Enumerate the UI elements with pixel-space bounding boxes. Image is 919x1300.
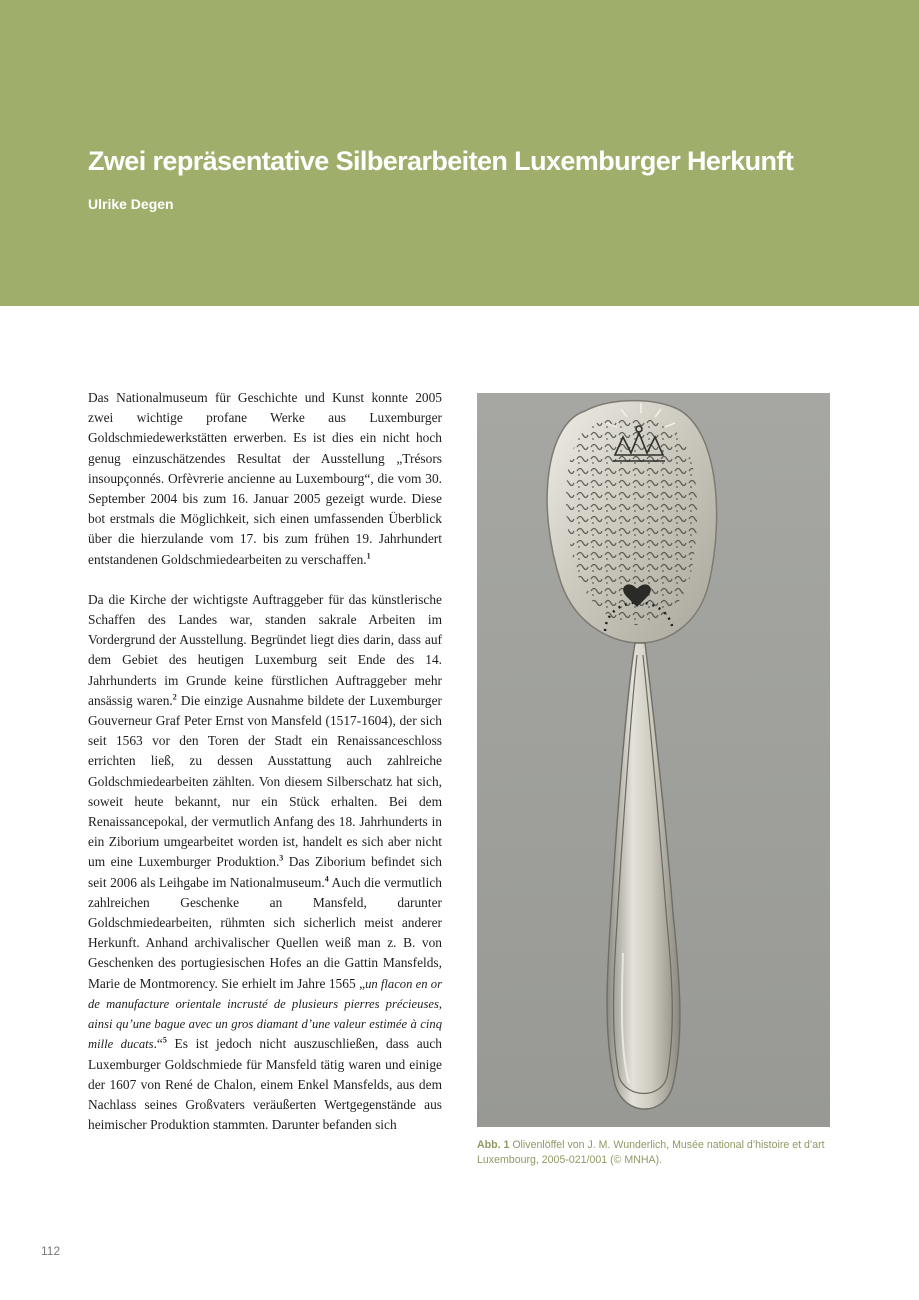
article-author: Ulrike Degen: [88, 196, 174, 212]
footnote-ref-2[interactable]: 2: [172, 692, 177, 702]
page-number: 112: [41, 1244, 61, 1258]
footnote-ref-5[interactable]: 5: [162, 1035, 167, 1045]
french-quote: un flacon en or de manufacture orientale incrusté de plusieurs pierres précieuses, ainsi qu’une bague avec un gros diamant d’une valeur estimée à cinq mille ducats: [88, 976, 442, 1052]
footnote-ref-3[interactable]: 3: [279, 854, 284, 863]
paragraph-2: Da die Kirche der wichtigste Auftraggeber für das künstlerische Schaffen des Landes war, standen sakrale Arbeiten im Vordergrund der Ausstellung. Begründet liegt dies darin, dass auf dem Gebiet des heutigen Luxemburg seit Ende des 14. Jahrhunderts im Grunde keine fürstlichen Auftraggeber mehr ansässig waren.$^2$ Die einzige Ausnahme bildete der Luxemburger Gouverneur Graf Peter Ernst von Mansfeld (1517-1604), der sich seit 1563 vor den Toren der Stadt ein Renaissanceschloss errichten ließ, zu dessen Ausstattung auch zahlreiche Goldschmiedearbeiten zählten. Von diesem Silberschatz hat sich, soweit heute bekannt, nur ein Stück erhalten. Bei dem Renaissancepokal, der vermutlich Anfang des 18. Jahrhunderts in ein Ziborium umgearbeitet worden ist, handelt es sich aber nicht um eine Luxemburger Produktion.$^3$ Das Ziborium befindet sich seit 2006 als Leihgabe im Nationalmuseum.$^4$ Auch die vermutlich zahlreichen Geschenke an Mansfeld, darunter Goldschmiedearbeiten, rühmten sich sicherlich meist anderer Herkunft. Anhand archivalischer Quellen weiß man z. B. von Geschenken des portugiesischen Hofes an die Gattin Mansfelds, Marie de Montmorency. Sie erhielt im Jahre 1565 „un flacon en or de manufacture orientale incrusté de plusieurs pierres précieuses, ainsi qu’une bague avec un gros diamant d’une valeur estimée à cinq mille ducats.“$^5$ Es ist jedoch nicht auszuschließen, dass auch Luxemburger Goldschmiede für Mansfeld tätig waren und einige der 1607 von René de Chalon, einem Enkel Mansfelds, aus dem Nachlass seines Großvaters veräußerten Wertgegenstände aus heimischer Produktion stammten. Darunter befanden sich: [88, 591, 442, 1133]
body-text-column: [88, 388, 442, 1135]
figure-spoon-photo: [477, 393, 830, 1127]
spoon-handle: [607, 643, 680, 1109]
footnote-ref-4[interactable]: 4: [324, 874, 329, 884]
caption-text: Olivenlöffel von J. M. Wunderlich, Musée national d’histoire et d’art Luxembourg, 2005-021/001 (© MNHA).: [477, 1139, 825, 1166]
paragraph-1: Das Nationalmuseum für Geschichte und Kunst konnte 2005 zwei wichtige profane Werke aus Luxemburger Goldschmiedewerkstätten erwerben. Es ist dies ein nicht hoch genug einzuschätzendes Resultat der Ausstellung „Trésors insoupçonnés. Orfèvrerie ancienne au Luxembourg“, die vom 30. September 2004 bis zum 16. Januar 2005 gezeigt wurde. Diese bot erstmals die Möglichkeit, sich einen umfassenden Überblick über die hierzulande vom 17. bis zum frühen 19. Jahrhundert entstandenen Goldschmiedearbeiten zu verschaffen.$^1$: [88, 390, 442, 567]
figure-caption: [477, 1138, 837, 1168]
article-title: Zwei repräsentative Silberarbeiten Luxemburger Herkunft: [88, 146, 794, 176]
spoon-illustration: [477, 393, 830, 1127]
caption-label: Abb. 1: [477, 1139, 510, 1151]
footnote-ref-1[interactable]: 1: [366, 551, 371, 561]
